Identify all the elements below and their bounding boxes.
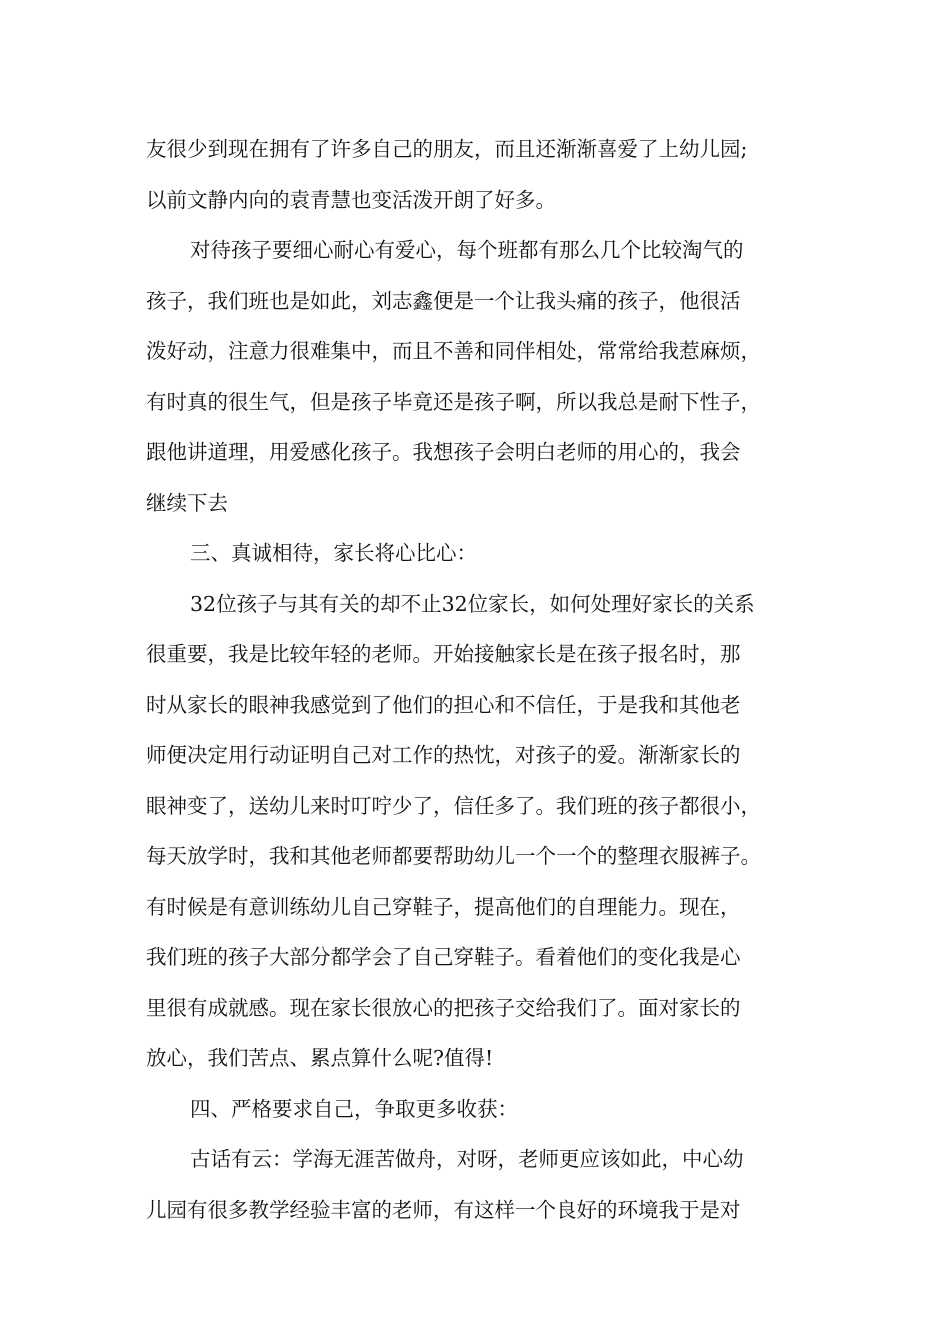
- text-line: 师便决定用行动证明自己对工作的热忱，对孩子的爱。渐渐家长的: [146, 743, 741, 767]
- text-line: 跟他讲道理，用爱感化孩子。我想孩子会明白老师的用心的，我会: [146, 440, 741, 464]
- text-line: 有时真的很生气，但是孩子毕竟还是孩子啊，所以我总是耐下性子，: [146, 389, 761, 414]
- text-line: 孩子，我们班也是如此，刘志鑫便是一个让我头痛的孩子，他很活: [146, 288, 741, 313]
- text-line: 以前文静内向的袁青慧也变活泼开朗了好多。: [146, 187, 556, 212]
- text-line: 友很少到现在拥有了许多自己的朋友，而且还渐渐喜爱了上幼儿园;: [146, 137, 748, 161]
- text-line: 每天放学时，我和其他老师都要帮助幼儿一个一个的整理衣服裤子。: [146, 844, 761, 868]
- text-line: 继续下去: [146, 490, 228, 515]
- text-line: 时从家长的眼神我感觉到了他们的担心和不信任，于是我和其他老: [146, 692, 741, 717]
- text-line: 有时候是有意训练幼儿自己穿鞋子，提高他们的自理能力。现在，: [146, 894, 741, 919]
- text-line: 我们班的孩子大部分都学会了自己穿鞋子。看着他们的变化我是心: [146, 945, 741, 969]
- text-line: 泼好动，注意力很难集中，而且不善和同伴相处，常常给我惹麻烦，: [146, 339, 761, 363]
- text-line: 眼神变了，送幼儿来时叮咛少了，信任多了。我们班的孩子都很小，: [146, 793, 761, 818]
- body-text: [146, 124, 826, 1235]
- text-line: 很重要，我是比较年轻的老师。开始接触家长是在孩子报名时，那: [146, 642, 741, 666]
- paragraph-start-line: 古话有云：学海无涯苦做舟，对呀，老师更应该如此，中心幼: [190, 1147, 744, 1171]
- text-line: 儿园有很多教学经验丰富的老师，有这样一个良好的环境我于是对: [146, 1197, 741, 1222]
- section-heading: 三、真诚相待，家长将心比心：: [190, 541, 477, 565]
- paragraph-start-line: 32位孩子与其有关的却不止32位家长，如何处理好家长的关系: [190, 591, 755, 616]
- section-heading: 四、严格要求自己，争取更多收获：: [190, 1096, 518, 1121]
- paragraph-start-line: 对待孩子要细心耐心有爱心，每个班都有那么几个比较淘气的: [190, 238, 744, 262]
- text-line: 里很有成就感。现在家长很放心的把孩子交给我们了。面对家长的: [146, 995, 741, 1020]
- text-line: 放心，我们苦点、累点算什么呢?值得!: [146, 1046, 494, 1070]
